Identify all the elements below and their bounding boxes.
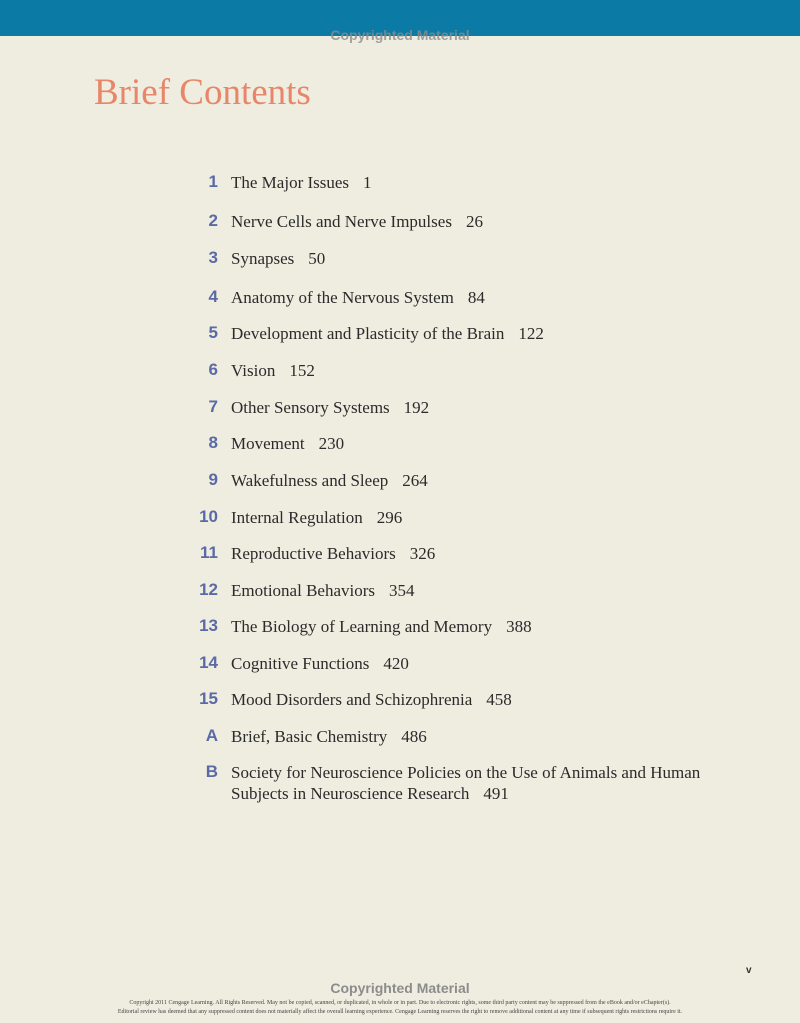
toc-entry-page: 50 — [308, 249, 326, 268]
toc-entry-page: 326 — [409, 544, 436, 563]
toc-entry-page: 192 — [403, 398, 430, 417]
toc-entry-title: The Major Issues — [231, 173, 350, 192]
page-number: v — [746, 965, 752, 976]
copyright-line: Editorial review has deemed that any suppressed content does not materially affect the overall learning experience. Cengage Learning reserves the right to remove additional content at any time if subsequent rights restrictions require it. — [117, 1009, 683, 1015]
toc-entry-title: Brief, Basic Chemistry — [231, 727, 388, 746]
toc-entry-text — [231, 287, 721, 308]
toc-entry-page: 388 — [506, 617, 532, 636]
toc-entry-number: 8 — [208, 433, 218, 452]
toc-entry-number: 12 — [199, 580, 218, 599]
copyright-line: Copyright 2011 Cengage Learning. All Rights Reserved. May not be copied, scanned, or duplicated, in whole or in part. Due to electronic rights, some third party content may be suppressed from the eBook and/or eChapter(s). — [129, 1000, 671, 1006]
toc-entry-number: 3 — [208, 248, 218, 267]
toc-entry-number: 13 — [199, 616, 218, 635]
toc-entry-page: 122 — [518, 324, 544, 343]
toc-entry-title: Wakefulness and Sleep — [231, 471, 389, 490]
toc-entry-text — [231, 323, 721, 344]
toc-entry-number: 1 — [208, 172, 218, 191]
toc-entry-text — [231, 507, 721, 528]
toc-entry-number: 10 — [199, 507, 218, 526]
toc-entry-text — [231, 726, 721, 747]
toc-entry-title: Society for Neuroscience Policies on the Use of Animals and Human Subjects in Neuroscience Research — [231, 763, 701, 803]
toc-entry-page: 152 — [289, 361, 315, 380]
toc-entry-text — [231, 433, 721, 454]
toc-entry-text — [231, 689, 721, 710]
toc-entry-title: Anatomy of the Nervous System — [231, 288, 454, 307]
toc-entry-number: 15 — [199, 689, 218, 708]
toc-entry-number: 4 — [208, 287, 218, 306]
toc-entry-page: 1 — [363, 173, 372, 192]
toc-entry-text — [231, 616, 721, 637]
toc-entry-title: Emotional Behaviors — [231, 581, 376, 600]
toc-entry-title: Movement — [231, 434, 305, 453]
toc-entry-text — [231, 470, 721, 491]
toc-entry-title: Reproductive Behaviors — [231, 544, 396, 563]
toc-entry-page: 26 — [465, 212, 483, 231]
toc-entry-title: Nerve Cells and Nerve Impulses — [231, 212, 452, 231]
toc-entry-title: Cognitive Functions — [231, 654, 370, 673]
toc-entry-number: 2 — [208, 211, 218, 230]
toc-entry-title: Mood Disorders and Schizophrenia — [231, 690, 473, 709]
toc-entry-page: 230 — [318, 434, 345, 453]
toc-entry-page: 458 — [486, 690, 512, 709]
toc-entry-number: 11 — [200, 543, 218, 562]
toc-entry-text — [231, 397, 721, 418]
toc-entry-title: Development and Plasticity of the Brain — [231, 324, 505, 343]
toc-entry-title: Other Sensory Systems — [231, 398, 390, 417]
toc-entry-text — [231, 543, 721, 564]
toc-entry-page: 354 — [389, 581, 415, 600]
toc-entry-page: 264 — [402, 471, 428, 490]
toc-entry-number: 5 — [208, 323, 218, 342]
toc-entry-number: B — [205, 762, 218, 781]
toc-entry-title: Synapses — [231, 249, 295, 268]
toc-entry-page: 491 — [483, 784, 509, 803]
toc-entry-text — [231, 653, 721, 674]
toc-entry-text — [231, 360, 721, 381]
toc-entry-text — [231, 762, 721, 804]
toc-entry-page: 420 — [383, 654, 409, 673]
toc-entry-title: Vision — [231, 361, 276, 380]
toc-entry-title: The Biology of Learning and Memory — [231, 617, 493, 636]
toc-entry-title: Internal Regulation — [231, 508, 363, 527]
toc-entry-number: 6 — [208, 360, 218, 379]
watermark-top: Copyrighted Material — [330, 27, 470, 43]
toc-entry-page: 84 — [467, 288, 485, 307]
toc-entry-text — [231, 580, 721, 601]
toc-entry-page: 486 — [401, 727, 427, 746]
page-title: Brief Contents — [94, 72, 311, 113]
toc-entry-page: 296 — [376, 508, 403, 527]
copyright-notice — [40, 999, 760, 1017]
toc-entry-text — [231, 248, 721, 269]
toc-entry-text — [231, 172, 721, 193]
toc-entry-text — [231, 211, 721, 232]
watermark-bottom: Copyrighted Material — [330, 980, 470, 996]
toc-entry-number: 9 — [208, 470, 218, 489]
toc-entry-number: 14 — [199, 653, 218, 672]
toc-entry-number: A — [205, 726, 218, 745]
toc-entry-number: 7 — [208, 397, 218, 416]
